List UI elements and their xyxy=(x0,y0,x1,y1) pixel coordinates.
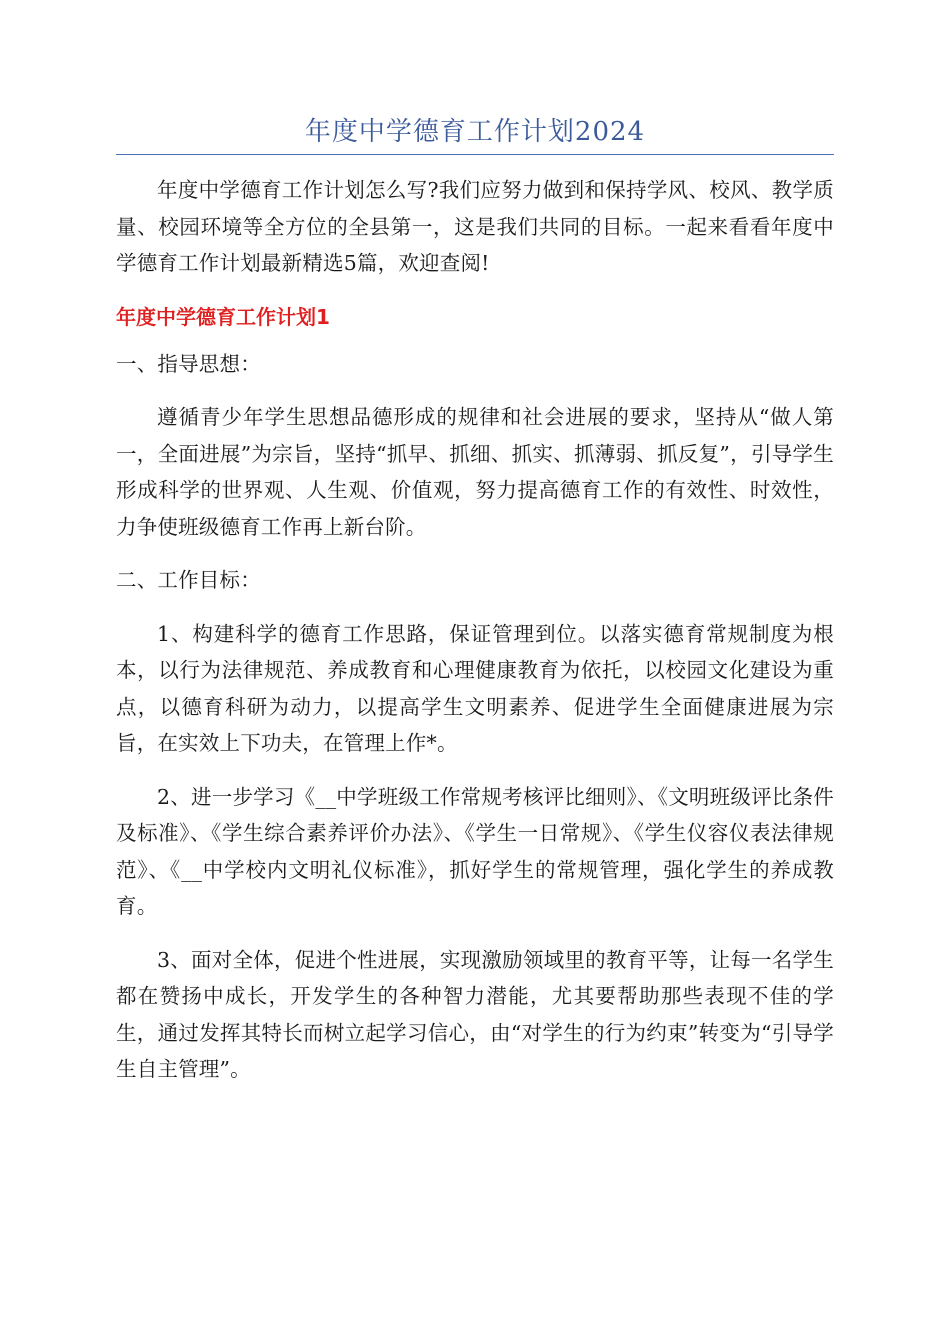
document-title: 年度中学德育工作计划2024 xyxy=(304,117,646,147)
goal-item-1: 1、构建科学的德育工作思路，保证管理到位。以落实德育常规制度为根本，以行为法律规范、养成教育和心理健康教育为依托，以校园文化建设为重点，以德育科研为动力，以提高学生文明素养、促进学生全面健康进展为宗旨，在实效上下功夫，在管理上作*。 xyxy=(116,621,834,755)
document-body xyxy=(116,172,834,1088)
intro-paragraph: 年度中学德育工作计划怎么写?我们应努力做到和保持学风、校风、教学质量、校园环境等全方位的全县第一，这是我们共同的目标。一起来看看年度中学德育工作计划最新精选5篇，欢迎查阅! xyxy=(116,178,834,275)
guiding-ideology-paragraph: 遵循青少年学生思想品德形成的规律和社会进展的要求，坚持从“做人第一，全面进展”为宗旨，坚持“抓早、抓细、抓实、抓薄弱、抓反复”，引导学生形成科学的世界观、人生观、价值观，努力提高德育工作的有效性、时效性，力争使班级德育工作再上新台阶。 xyxy=(116,405,834,539)
section-title: 年度中学德育工作计划1 xyxy=(116,304,330,329)
title-underline xyxy=(116,154,834,155)
goal-item-3: 3、面对全体，促进个性进展，实现激励领域里的教育平等，让每一名学生都在赞扬中成长，开发学生的各种智力潜能，尤其要帮助那些表现不佳的学生，通过发挥其特长而树立起学习信心，由“对学生的行为约束”转变为“引导学生自主管理”。 xyxy=(116,947,834,1081)
heading-work-goals: 二、工作目标： xyxy=(116,568,261,592)
goal-item-2: 2、进一步学习《__中学班级工作常规考核评比细则》、《文明班级评比条件及标准》、《学生综合素养评价办法》、《学生一日常规》、《学生仪容仪表法律规范》、《__中学校内文明礼仪标准》，抓好学生的常规管理，强化学生的养成教育。 xyxy=(116,784,834,918)
heading-guiding-ideology: 一、指导思想： xyxy=(116,351,261,376)
